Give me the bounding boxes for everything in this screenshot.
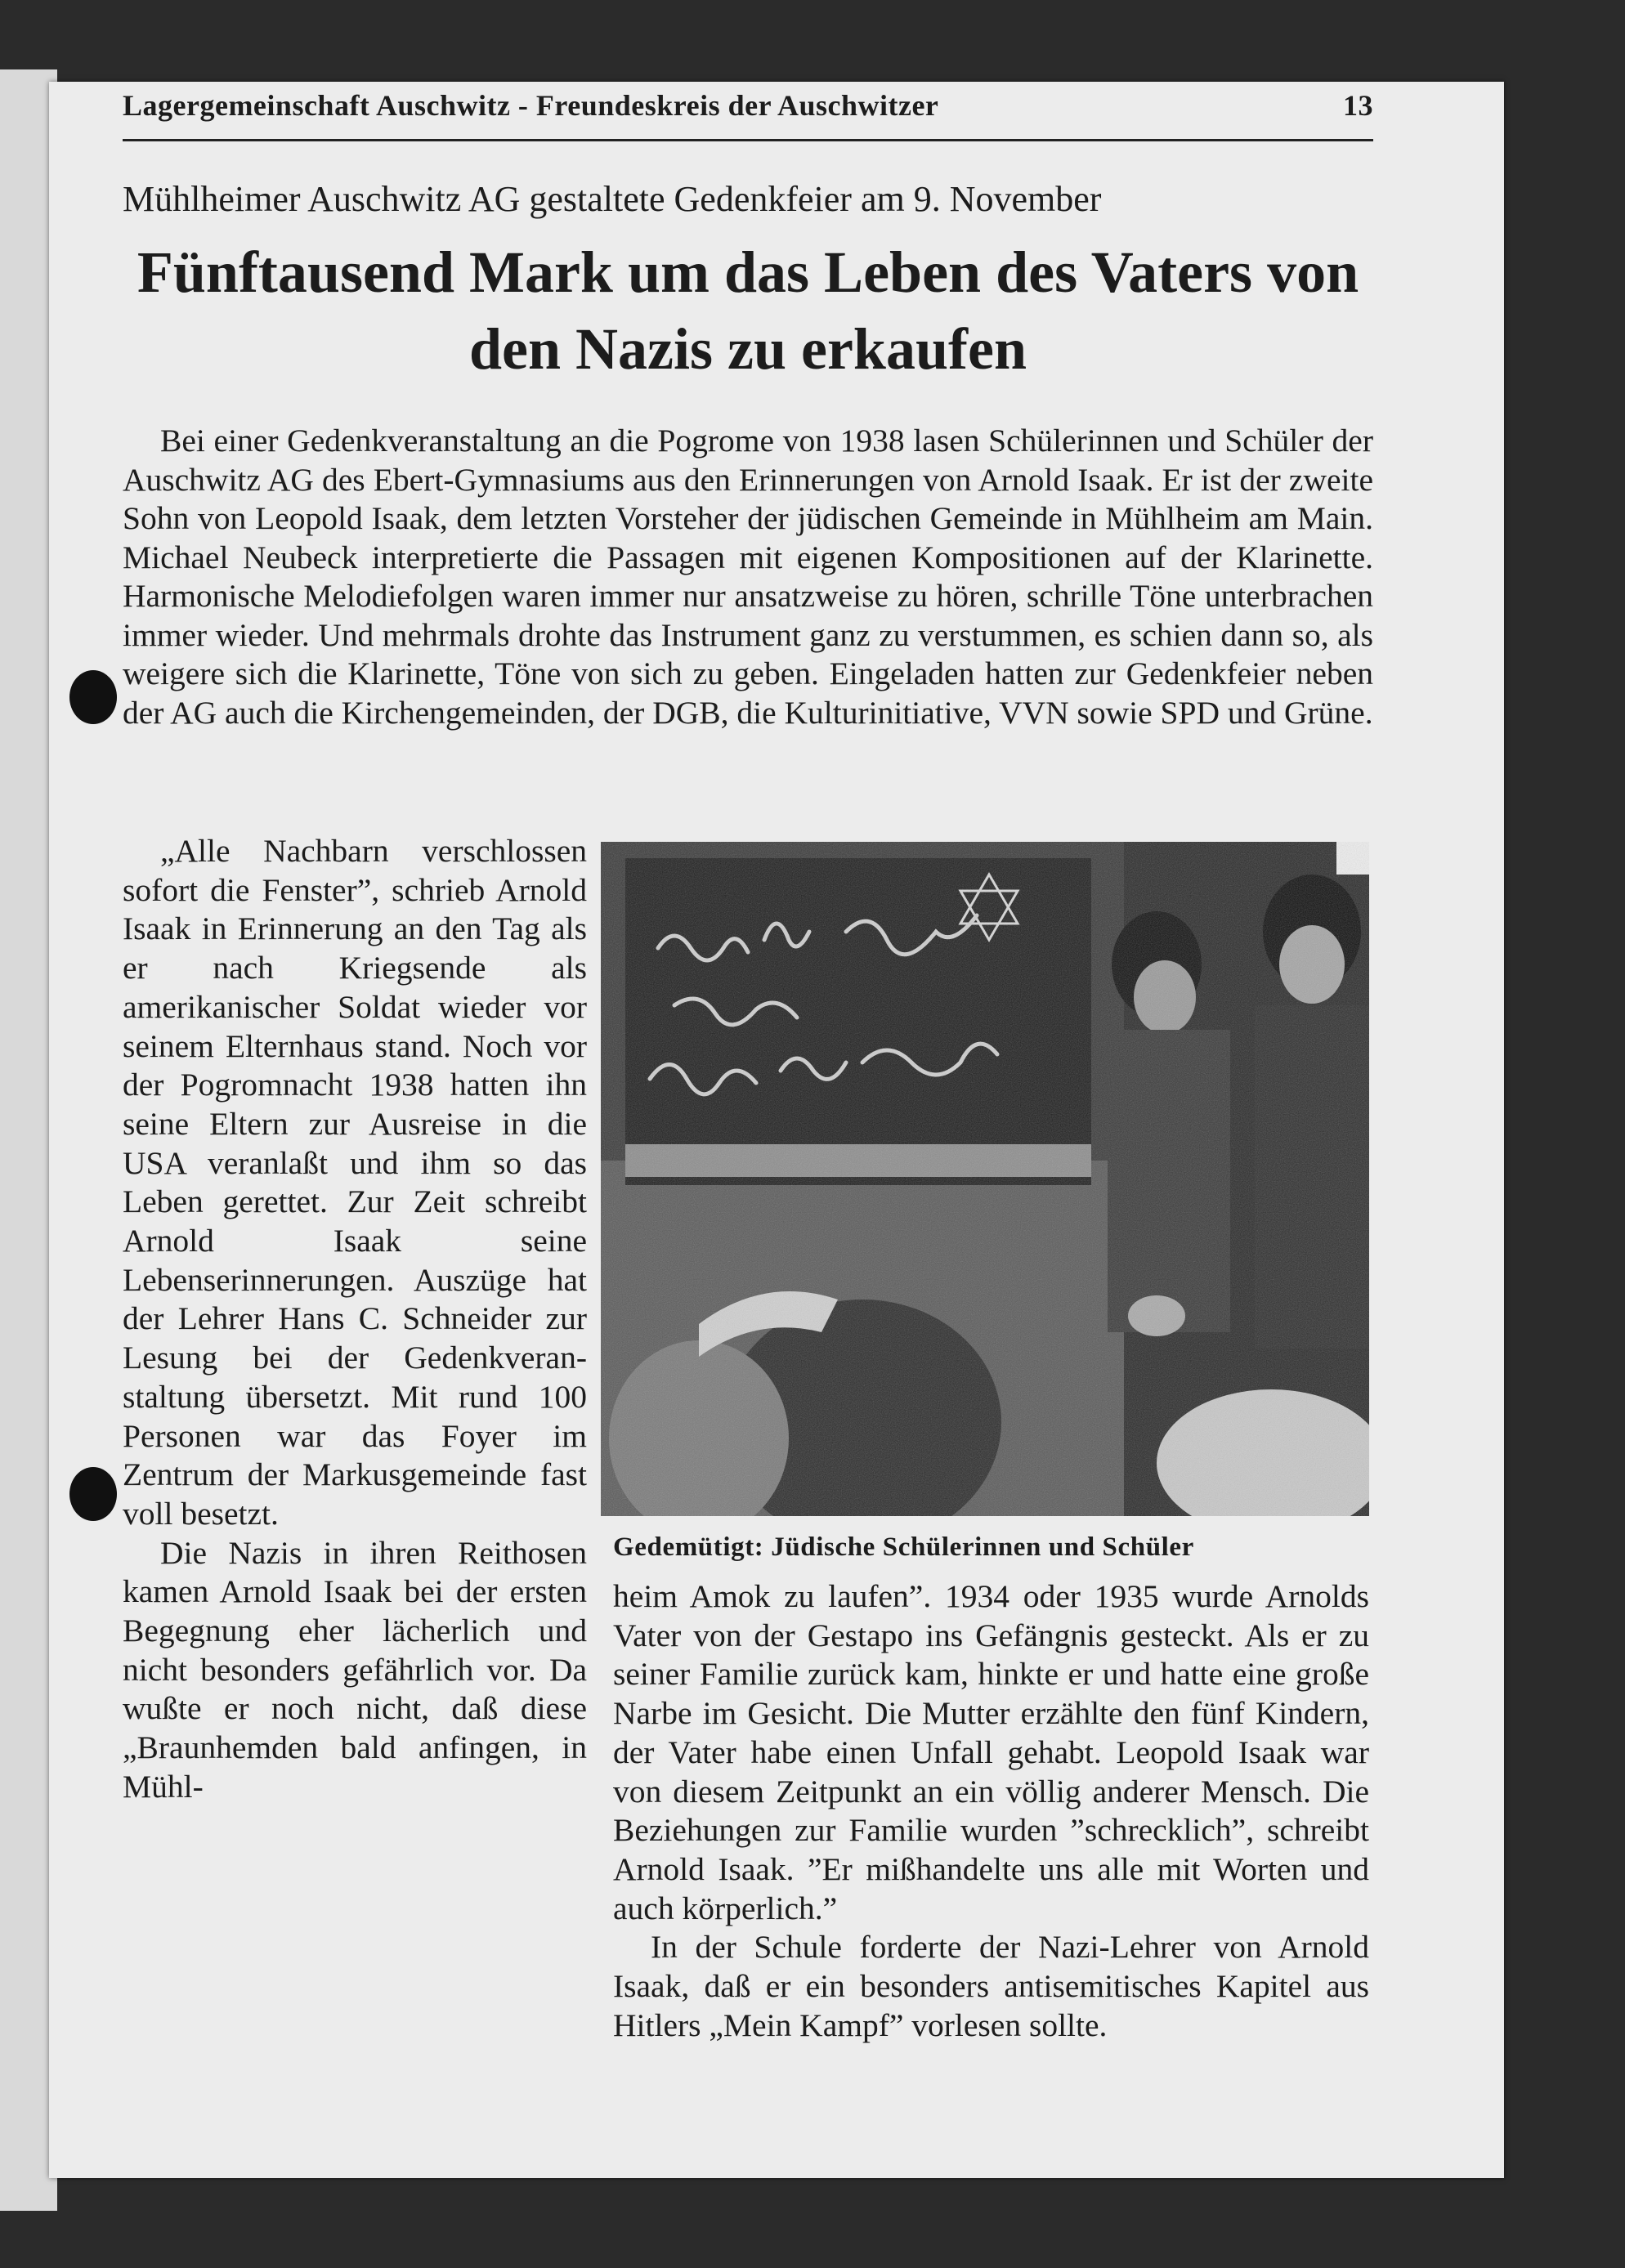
right-column (613, 1577, 1369, 2045)
punch-hole-top (69, 670, 117, 724)
punch-hole-bottom (69, 1467, 117, 1521)
photo-caption: Gedemütigt: Jüdische Schülerinnen und Schüler (613, 1532, 1194, 1562)
running-header (123, 88, 1373, 123)
left-paragraph-2: Die Nazis in ihren Reithosen kamen Arnold Isaak bei der ersten Begegnung eher lächerlich und nicht besonders gefährlich vor. Da wußte er noch nicht, daß diese „Braunhemden bald anfingen, in Mühl- (123, 1534, 587, 1805)
left-column (123, 832, 587, 1807)
header-rule (123, 139, 1373, 141)
page-number: 13 (1343, 89, 1373, 122)
publication-title: Lagergemeinschaft Auschwitz - Freundeskreis der Auschwitzer (123, 89, 939, 122)
right-paragraph-2: In der Schule forderte der Nazi-Lehrer von Arnold Isaak, daß er ein besonders antisemitisches Kapitel aus Hitlers „Mein Kampf” vorlesen sollte. (613, 1929, 1369, 2043)
photo-classroom-image (601, 842, 1369, 1516)
right-paragraph-1: heim Amok zu laufen”. 1934 oder 1935 wurde Arnolds Vater von der Gestapo ins Gefängnis gesteckt. Als er zu seiner Familie zurück kam, hinkte er und hatte eine große Narbe im Gesicht. Die Mutter erzählte den fünf Kindern, der Vater habe einen Unfall gehabt. Leopold Isaak war von diesem Zeitpunkt an ein völlig anderer Mensch. Die Beziehungen zur Familie wurden ”schrecklich”, schreibt Arnold Isaak. ”Er mißhandelte uns alle mit Worten und auch körperlich.” (613, 1578, 1369, 1926)
left-paragraph-1: „Alle Nachbarn verschlossen sofort die Fenster”, schrieb Arnold Isaak in Erinnerung an den Tag als er nach Kriegsende als amerikanischer Soldat wieder vor seinem Elternhaus stand. Noch vor der Pogromnacht 1938 hatten ihn seine Eltern zur Ausreise in die USA veranlaßt und ihm so das Leben gerettet. Zur Zeit schreibt Arnold Isaak seine Lebenserinnerungen. Auszüge hat der Lehrer Hans C. Schneider zur Lesung bei der Gedenkveranstaltung übersetzt. Mit rund 100 Personen war das Foyer im Zentrum der Markusgemeinde fast voll besetzt. (123, 833, 587, 1532)
article-photo (601, 842, 1369, 1516)
article-headline: Fünftausend Mark um das Leben des Vaters von den Nazis zu erkaufen (137, 239, 1359, 382)
article-lead: Bei einer Gedenkveranstaltung an die Pogrome von 1938 lasen Schülerinnen und Schüler der Auschwitz AG des Ebert-Gymnasiums aus den Erinnerungen von Arnold Isaak. Er ist der zweite Sohn von Leopold Isaak, dem letzten Vorsteher der jüdischen Gemeinde in Mühlheim am Main. Michael Neubeck interpretierte die Passagen mit eigenen Kompositionen auf der Klarinette. Harmonische Melodiefolgen waren immer nur ansatzweise zu hören, schrille Töne unterbrachen immer wieder. Und mehrmals drohte das Instrument ganz zu verstummen, es schien dann so, als weigere sich die Klarinette, Töne von sich zu geben. Eingeladen hatten zur Gedenkfeier neben der AG auch die Kirchengemeinden, der DGB, die Kulturinitiative, VVN sowie SPD und Grüne. (123, 423, 1373, 731)
article-kicker: Mühlheimer Auschwitz AG gestaltete Gedenkfeier am 9. November (123, 179, 1102, 219)
